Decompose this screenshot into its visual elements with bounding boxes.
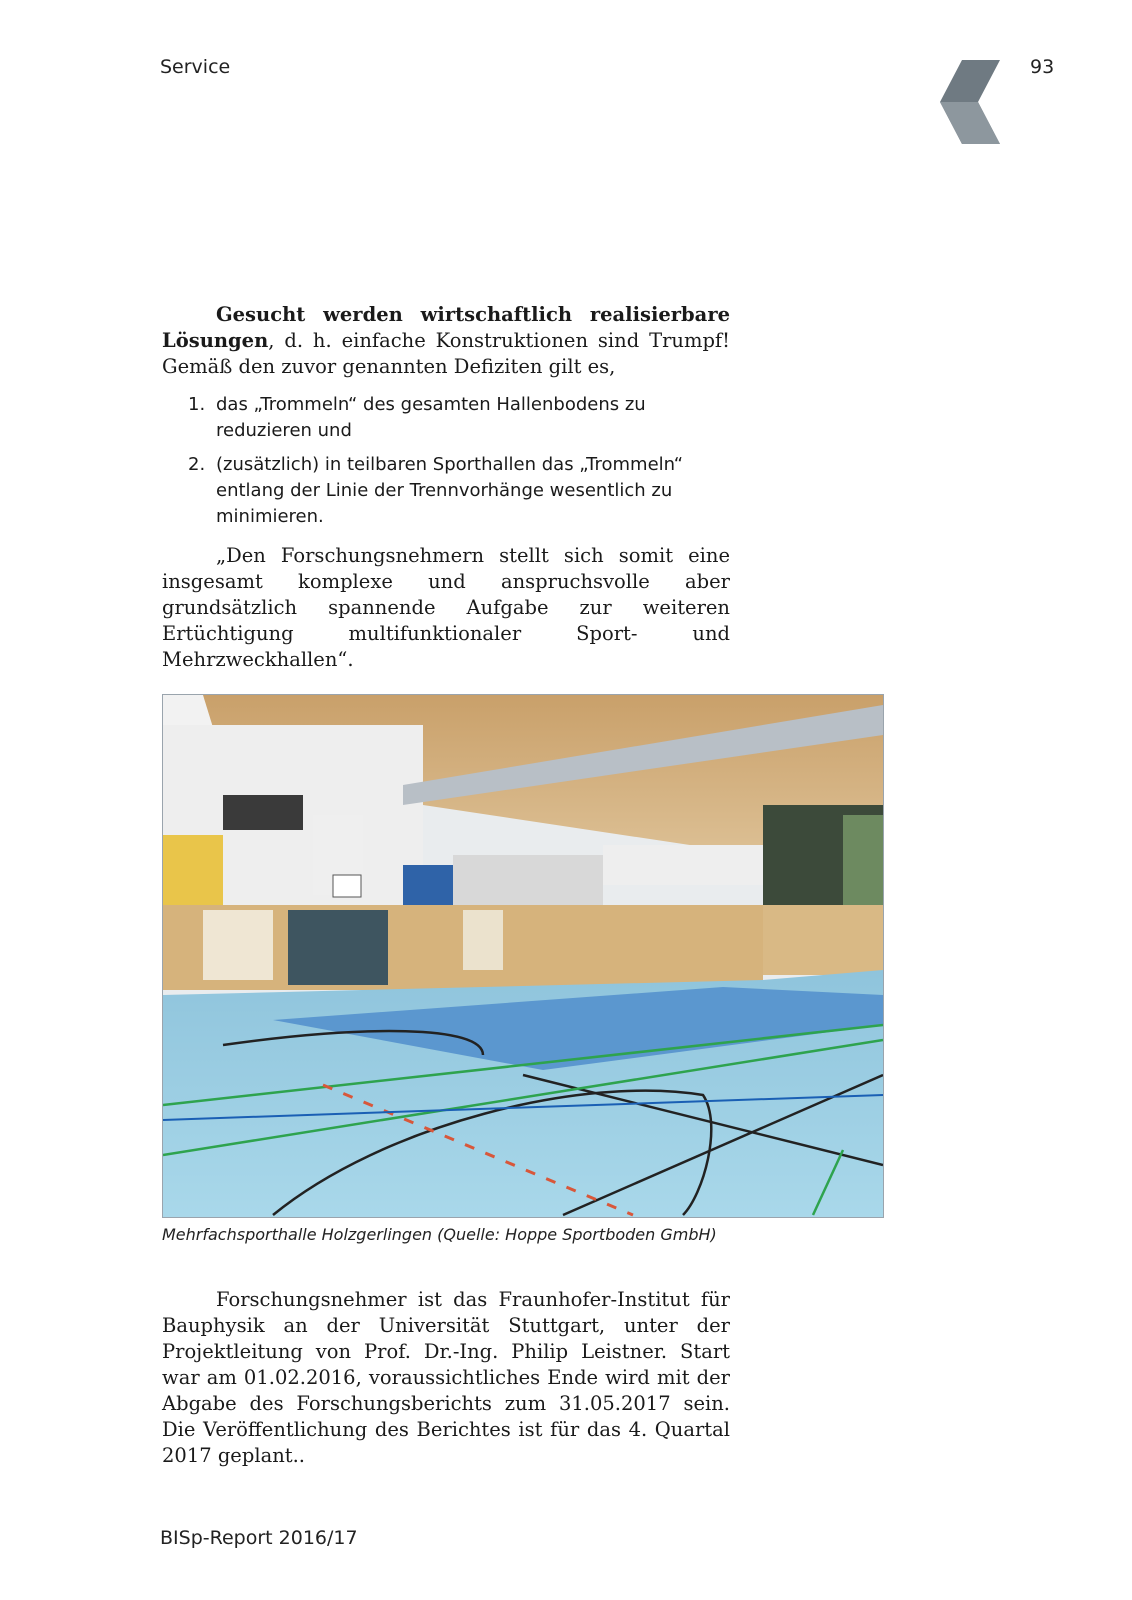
quote-paragraph: „Den Forschungsnehmern stellt sich somit eine insgesamt komplexe und anspruchsvolle aber grundsätzlich spannende Aufgabe zur weiteren Ertüchtigung multifunktionaler Sport- und Mehrzweckhallen“. [162, 544, 730, 671]
chevron-left-icon [940, 60, 1000, 144]
list-item [162, 452, 730, 530]
page-number: 93 [1030, 56, 1055, 78]
running-footer: BISp-Report 2016/17 [160, 1527, 358, 1549]
paragraph-intro [162, 302, 730, 380]
paragraph-research: Forschungsnehmer ist das Fraunhofer-Institut für Bauphysik an der Universität Stuttgart, unter der Projektleitung von Prof. Dr.-Ing. Philip Leistner. Start war am 01.02.2016, voraussichtliches Ende wird mit der Abgabe des Forschungsberichts zum 31.05.2017 sein. Die Veröffentlichung des Berichtes ist für das 4. Quartal 2017 geplant.. [162, 1288, 730, 1467]
requirements-list [162, 392, 730, 538]
list-item [162, 392, 730, 444]
list-item-number: 1. [188, 394, 206, 415]
paragraph-intro-rest: , d. h. einfache Konstruktionen sind Trumpf! Gemäß den zuvor genannten Defiziten gilt es, [162, 329, 730, 378]
running-header-section: Service [160, 56, 231, 78]
list-item-text: (zusätzlich) in teilbaren Sporthallen das „Trommeln“ entlang der Linie der Trennvorhänge wesentlich zu minimieren. [216, 454, 684, 527]
bold-lead: Gesucht werden wirtschaftlich realisierbare Lösungen [162, 303, 730, 352]
list-item-text: das „Trommeln“ des gesamten Hallenbodens zu reduzieren und [216, 394, 646, 441]
list-item-number: 2. [188, 454, 206, 475]
figure-caption: Mehrfachsporthalle Holzgerlingen (Quelle: Hoppe Sportboden GmbH) [162, 1225, 717, 1244]
sports-hall-photo [162, 694, 884, 1218]
